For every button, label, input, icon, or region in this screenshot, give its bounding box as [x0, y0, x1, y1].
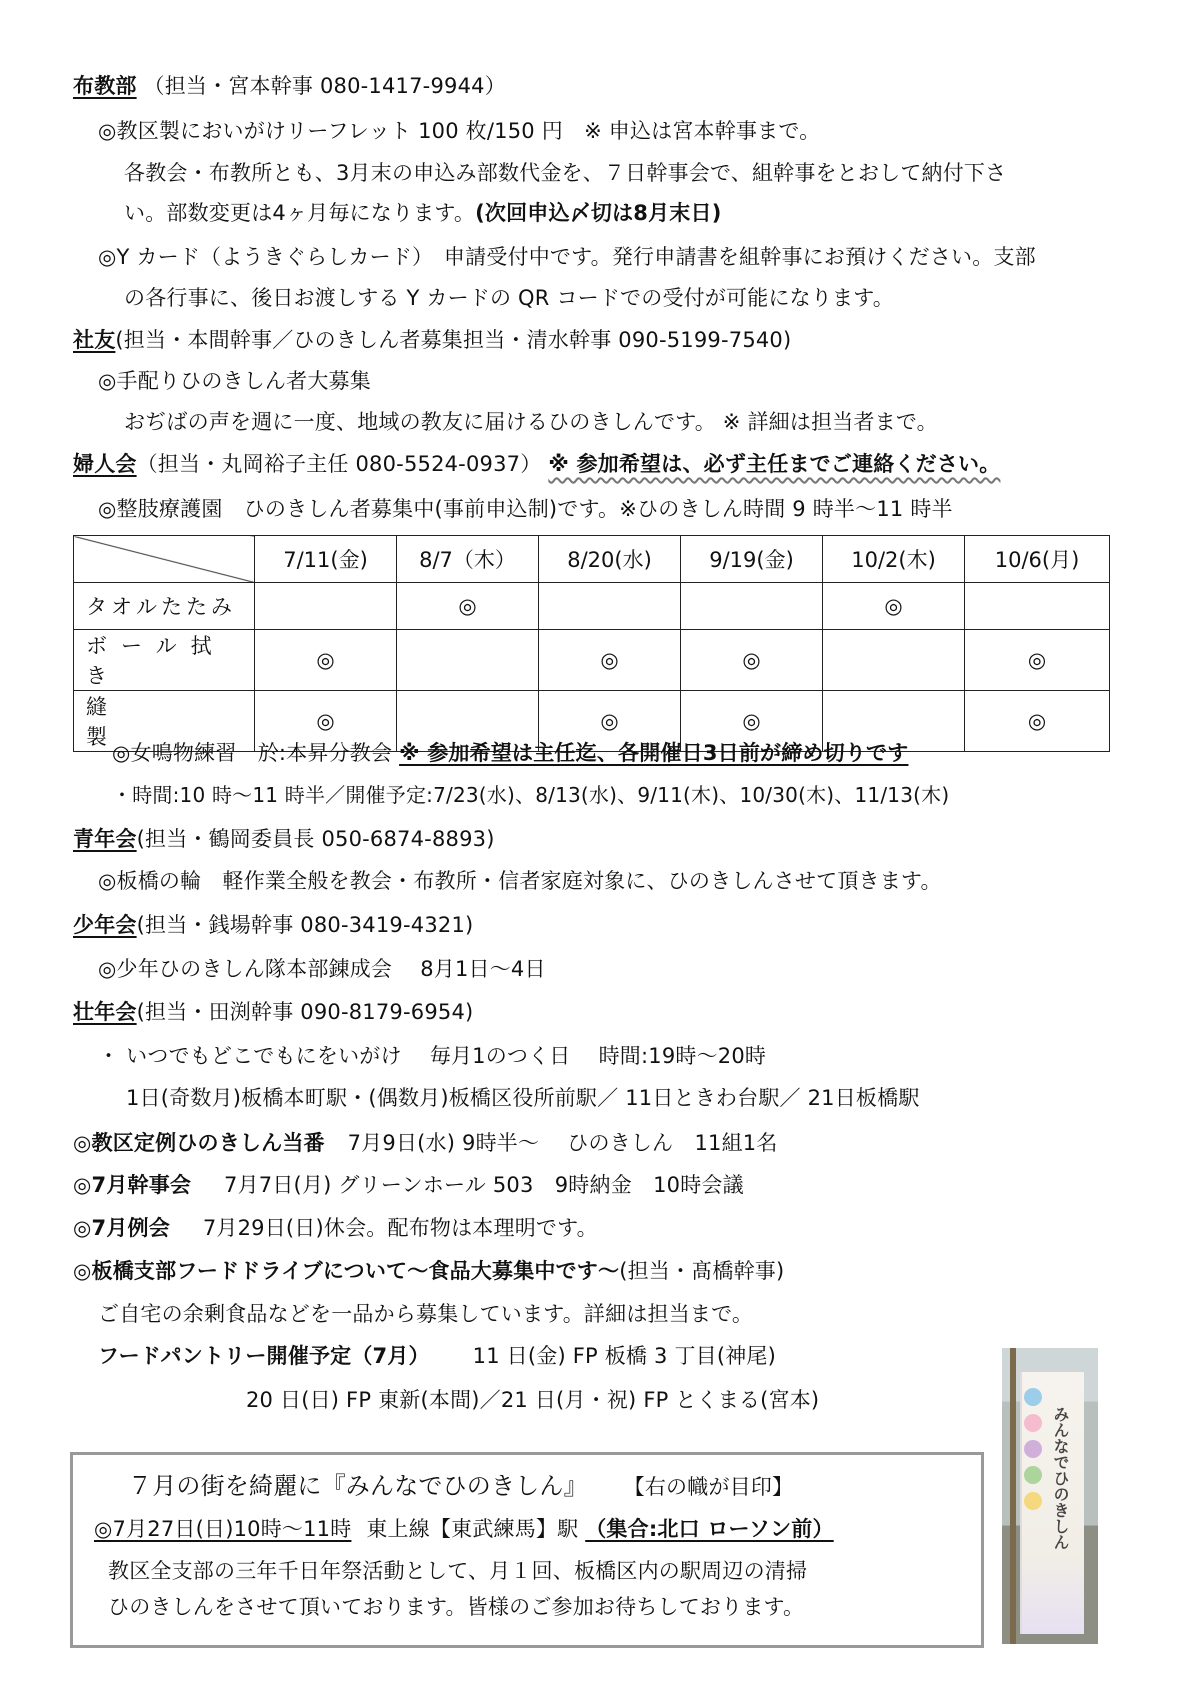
fujinkai-title: 婦人会: [73, 452, 137, 476]
fujinkai-line1: ◎整肢療護園 ひのきしん者募集中(事前申込制)です。※ひのきしん時間 9 時半～11 時半: [98, 497, 953, 521]
mark-cell: [965, 583, 1110, 630]
sonenkai-title: 壮年会: [73, 1000, 137, 1024]
banner-pole: [1010, 1348, 1016, 1644]
box-body-2: ひのきしんをさせて頂いております。皆様のご参加お待ちしております。: [108, 1595, 805, 1619]
mark-cell: [681, 583, 823, 630]
date-cell: 8/7（木）: [397, 536, 539, 583]
sonenkai-header: [73, 997, 473, 1027]
date-cell: 9/19(金): [681, 536, 823, 583]
kanjikai-line: [73, 1170, 744, 1200]
banner-circle: [1024, 1440, 1042, 1458]
toban-title: ◎教区定例ひのきしん当番: [73, 1131, 325, 1155]
shonenkai-contact: (担当・銭場幹事 080-3419-4321): [136, 913, 474, 937]
mark-cell: [539, 583, 681, 630]
sonenkai-line1: ・ いつでもどこでもにをいがけ 毎月1のつく日 時間:19時～20時: [98, 1044, 767, 1068]
narimono-title: ◎女鳴物練習 於:本昇分教会: [112, 741, 393, 765]
shayu-title: 社友: [73, 328, 116, 352]
fukyo-header: [73, 71, 506, 101]
box-place: 東上線【東武練馬】駅: [366, 1517, 579, 1541]
mark-cell: ◎: [539, 691, 681, 752]
shayu-header: [73, 325, 791, 355]
narimono-notice: ※ 参加希望は主任迄、各開催日3日前が締め切りです: [399, 741, 909, 765]
banner-circle: [1024, 1388, 1042, 1406]
toban-line: [73, 1128, 778, 1158]
fukyo-title: 布教部: [73, 74, 137, 98]
fujinkai-contact: （担当・丸岡裕子主任 080-5524-0937）: [136, 452, 542, 476]
fujinkai-header: [73, 449, 1000, 479]
reikai-line: [73, 1213, 598, 1243]
pantry-line1: [98, 1341, 776, 1371]
fukyo-line5: の各行事に、後日お渡しする Y カードの QR コードでの受付が可能になります。: [124, 286, 894, 310]
row-label: タオルたたみ: [74, 583, 255, 630]
fukyo-line3: [124, 198, 722, 228]
mark-cell: [255, 583, 397, 630]
food-line1: ご自宅の余剰食品などを一品から募集しています。詳細は担当まで。: [98, 1302, 754, 1326]
date-cell: 8/20(水): [539, 536, 681, 583]
reikai-detail: 7月29日(日)休会。配布物は本理明です。: [202, 1216, 598, 1240]
kanjikai-title: ◎7月幹事会: [73, 1173, 192, 1197]
fukyo-line3-text: い。部数変更は4ヶ月毎になります。: [124, 201, 476, 225]
banner-circle: [1024, 1466, 1042, 1484]
banner-circle: [1024, 1492, 1042, 1510]
schedule-row-towel: [74, 583, 1110, 630]
box-body-1: 教区全支部の三年千日年祭活動として、月１回、板橋区内の駅周辺の清掃: [108, 1559, 808, 1583]
seinenkai-line1: ◎板橋の輪 軽作業全般を教会・布教所・信者家庭対象に、ひのきしんさせて頂きます。: [98, 869, 942, 893]
mark-cell: ◎: [255, 630, 397, 691]
mark-cell: ◎: [681, 691, 823, 752]
banner-text: みんなでひのきしん: [1051, 1406, 1070, 1550]
reikai-title: ◎7月例会: [73, 1216, 170, 1240]
shayu-line1: ◎手配りひのきしん者大募集: [98, 369, 371, 393]
banner-photo: [1002, 1348, 1098, 1644]
fukyo-contact: （担当・宮本幹事 080-1417-9944）: [143, 74, 506, 98]
mark-cell: ◎: [255, 691, 397, 752]
sonenkai-line2: 1日(奇数月)板橋本町駅・(偶数月)板橋区役所前駅／ 11日ときわ台駅／ 21日板橋駅: [126, 1086, 920, 1110]
food-contact: (担当・髙橋幹事): [619, 1259, 785, 1283]
mark-cell: [397, 630, 539, 691]
sonenkai-contact: (担当・田渕幹事 090-8179-6954): [136, 1000, 474, 1024]
kanjikai-detail: 7月7日(月) グリーンホール 503 9時納金 10時会議: [224, 1173, 744, 1197]
mark-cell: [823, 630, 965, 691]
pantry-detail-1: 11 日(金) FP 板橋 3 丁目(神尾): [472, 1344, 777, 1368]
seinenkai-contact: (担当・鶴岡委員長 050-6874-8893): [136, 827, 495, 851]
seinenkai-header: [73, 824, 495, 854]
box-gather: （集合:北口 ローソン前）: [585, 1517, 834, 1541]
schedule-table: [73, 535, 1110, 752]
shayu-line2: おぢばの声を週に一度、地域の教友に届けるひのきしんです。 ※ 詳細は担当者まで。: [124, 410, 938, 434]
mark-cell: ◎: [965, 691, 1110, 752]
fujinkai-line2: [112, 738, 908, 768]
box-mark: 【右の幟が目印】: [623, 1475, 794, 1499]
food-title: ◎板橋支部フードドライブについて～食品大募集中です～: [73, 1259, 620, 1283]
mark-cell: ◎: [965, 630, 1110, 691]
banner-circle: [1024, 1414, 1042, 1432]
box-date-line: [94, 1514, 834, 1544]
box-title-line: [128, 1471, 793, 1502]
corner-cell: [74, 536, 255, 583]
toban-detail: 7月9日(水) 9時半～ ひのきしん 11組1名: [347, 1131, 778, 1155]
mark-cell: ◎: [397, 583, 539, 630]
fujinkai-line3: ・時間:10 時～11 時半／開催予定:7/23(水)、8/13(水)、9/11(木)、10/30(木)、11/13(木): [112, 783, 950, 807]
date-cell: 7/11(金): [255, 536, 397, 583]
pantry-title: フードパントリー開催予定（7月）: [98, 1344, 430, 1368]
date-cell: 10/6(月): [965, 536, 1110, 583]
mark-cell: ◎: [681, 630, 823, 691]
fukyo-deadline: (次回申込〆切は8月末日): [475, 201, 722, 225]
shonenkai-header: [73, 910, 473, 940]
fujinkai-notice: ※ 参加希望は、必ず主任までご連絡ください。: [548, 452, 1001, 476]
shayu-contact: (担当・本間幹事／ひのきしん者募集担当・清水幹事 090-5199-7540): [115, 328, 792, 352]
shonenkai-line1: ◎少年ひのきしん隊本部錬成会 8月1日～4日: [98, 957, 546, 981]
box-date: ◎7月27日(日)10時～11時: [94, 1517, 352, 1541]
box-title: ７月の街を綺麗に『みんなでひのきしん』: [128, 1472, 588, 1500]
schedule-row-ball: [74, 630, 1110, 691]
mark-cell: ◎: [823, 583, 965, 630]
row-label: ボール拭き: [74, 630, 255, 691]
food-line: [73, 1256, 784, 1286]
mark-cell: ◎: [539, 630, 681, 691]
shonenkai-title: 少年会: [73, 913, 137, 937]
fukyo-line1: ◎教区製においがけリーフレット 100 枚/150 円 ※ 申込は宮本幹事まで。: [98, 119, 821, 143]
fukyo-line4: ◎Y カード（ようきぐらしカード） 申請受付中です。発行申請書を組幹事にお預けください。支部: [98, 245, 1036, 269]
schedule-header-row: [74, 536, 1110, 583]
seinenkai-title: 青年会: [73, 827, 137, 851]
row-label: 縫製: [74, 691, 255, 752]
pantry-detail-2: 20 日(日) FP 東新(本間)／21 日(月・祝) FP とくまる(宮本): [246, 1388, 820, 1412]
fukyo-line2: 各教会・布教所とも、3月末の申込み部数代金を、７日幹事会で、組幹事をとおして納付下さ: [124, 161, 1007, 185]
date-cell: 10/2(木): [823, 536, 965, 583]
